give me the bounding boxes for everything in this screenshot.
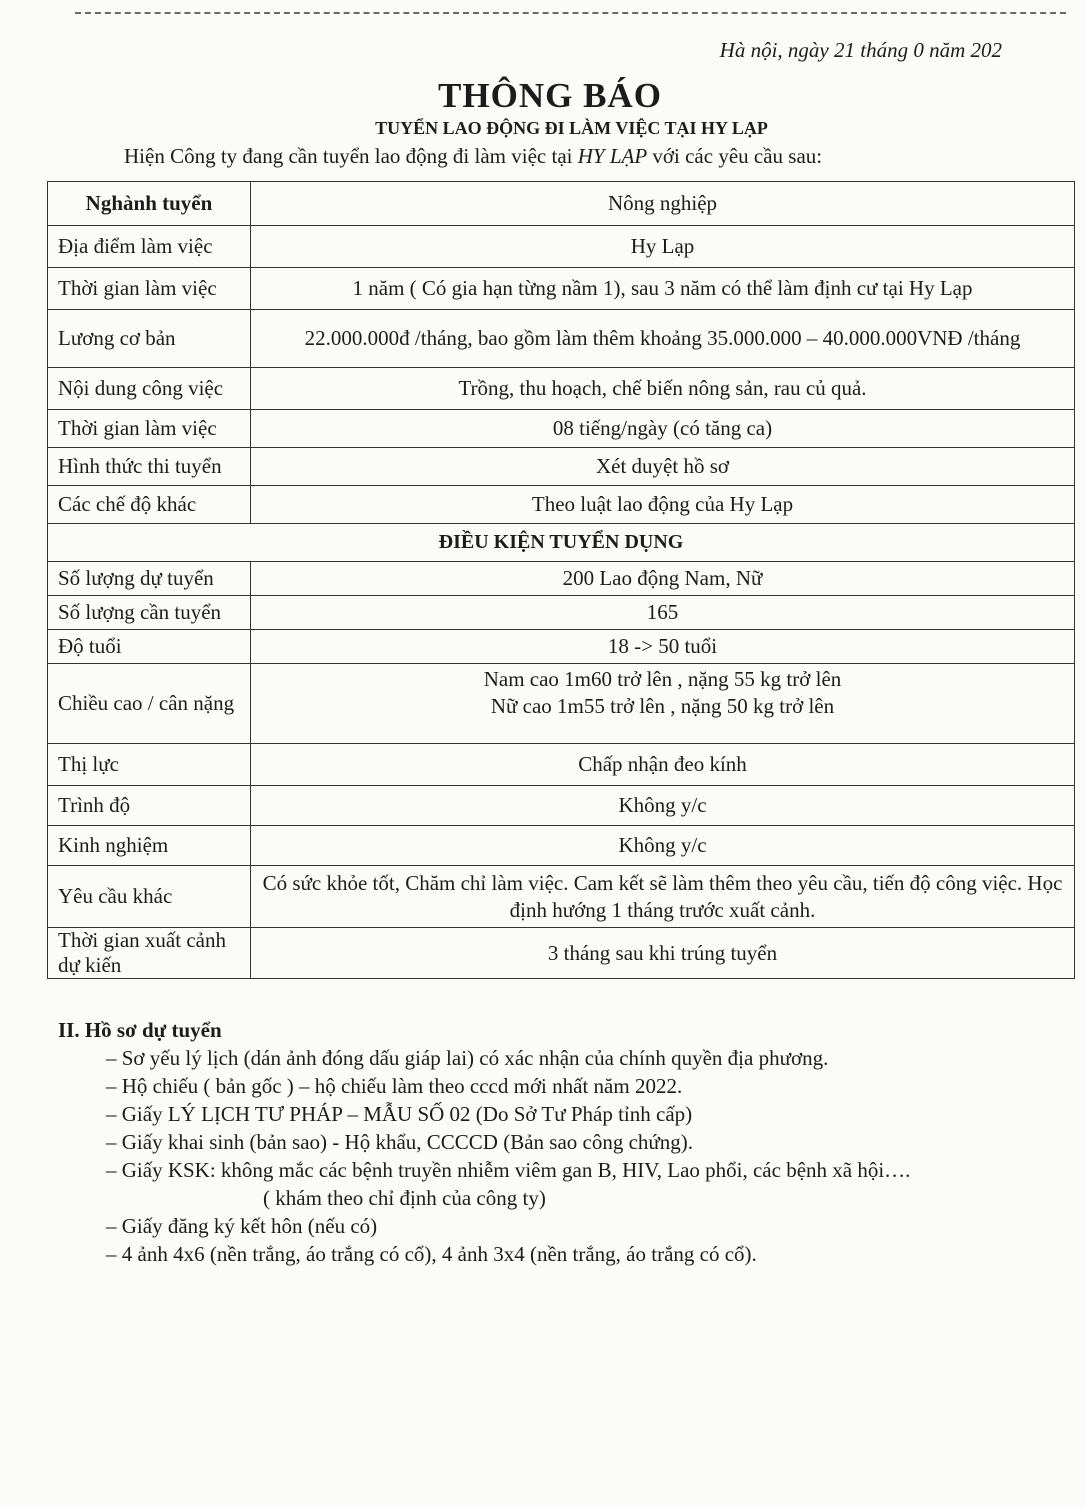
table-row bbox=[48, 744, 1075, 786]
row-label: Lương cơ bản bbox=[48, 310, 251, 368]
row-value: 22.000.000đ /tháng, bao gồm làm thêm khoảng 35.000.000 – 40.000.000VNĐ /tháng bbox=[251, 310, 1075, 368]
row-label: Nội dung công việc bbox=[48, 368, 251, 410]
table-row bbox=[48, 182, 1075, 226]
row-value: Xét duyệt hồ sơ bbox=[251, 448, 1075, 486]
intro-text bbox=[124, 144, 822, 169]
row-label: Thời gian làm việc bbox=[48, 410, 251, 448]
row-value: 200 Lao động Nam, Nữ bbox=[251, 562, 1075, 596]
table-row bbox=[48, 630, 1075, 664]
row-label: Thời gian xuất cảnh dự kiến bbox=[48, 928, 251, 979]
table-row bbox=[48, 562, 1075, 596]
row-value bbox=[251, 664, 1075, 744]
page-subtitle: TUYỂN LAO ĐỘNG ĐI LÀM VIỆC TẠI HY LẠP bbox=[375, 118, 768, 138]
document-item: – Hộ chiếu ( bản gốc ) – hộ chiếu làm theo cccd mới nhất năm 2022. bbox=[106, 1074, 683, 1098]
row-value: 165 bbox=[251, 596, 1075, 630]
row-label: Địa điểm làm việc bbox=[48, 226, 251, 268]
table-row bbox=[48, 928, 1075, 979]
row-label: Số lượng cần tuyển bbox=[48, 596, 251, 630]
row-label: Độ tuổi bbox=[48, 630, 251, 664]
row-label: Hình thức thi tuyển bbox=[48, 448, 251, 486]
table-row bbox=[48, 596, 1075, 630]
documents-section bbox=[58, 1016, 910, 1268]
top-dashed-line bbox=[75, 12, 1066, 14]
table-row bbox=[48, 448, 1075, 486]
table-row bbox=[48, 664, 1075, 744]
table-row bbox=[48, 786, 1075, 826]
document-item: – Giấy LÝ LỊCH TƯ PHÁP – MẪU SỐ 02 (Do Sở Tư Pháp tỉnh cấp) bbox=[106, 1102, 693, 1126]
row-value: Trồng, thu hoạch, chế biến nông sản, rau củ quả. bbox=[251, 368, 1075, 410]
row-value: Không y/c bbox=[251, 786, 1075, 826]
row-label: Các chế độ khác bbox=[48, 486, 251, 524]
row-label: Chiều cao / cân nặng bbox=[48, 664, 251, 744]
row-label: Thời gian làm việc bbox=[48, 268, 251, 310]
document-item: – Giấy đăng ký kết hôn (nếu có) bbox=[106, 1214, 378, 1238]
row-value: 08 tiếng/ngày (có tăng ca) bbox=[251, 410, 1075, 448]
height-weight-female: Nữ cao 1m55 trở lên , nặng 50 kg trở lên bbox=[490, 693, 835, 718]
document-item: – 4 ảnh 4x6 (nền trắng, áo trắng có cổ), 4 ảnh 3x4 (nền trắng, áo trắng có cổ). bbox=[106, 1242, 757, 1266]
row-value: 1 năm ( Có gia hạn từng nầm 1), sau 3 năm có thể làm định cư tại Hy Lạp bbox=[251, 268, 1075, 310]
intro-country: HY LẠP bbox=[577, 144, 648, 168]
row-label: Thị lực bbox=[48, 744, 251, 786]
document-item: – Sơ yếu lý lịch (dán ảnh đóng dấu giáp lai) có xác nhận của chính quyền địa phương. bbox=[106, 1046, 829, 1070]
table-row bbox=[48, 226, 1075, 268]
table-row bbox=[48, 410, 1075, 448]
row-label: Kinh nghiệm bbox=[48, 826, 251, 866]
row-value: Có sức khỏe tốt, Chăm chỉ làm việc. Cam kết sẽ làm thêm theo yêu cầu, tiến độ công việc. Học định hướng 1 tháng trước xuất cảnh. bbox=[251, 866, 1075, 928]
document-item: – Giấy KSK: không mắc các bệnh truyền nhiễm viêm gan B, HIV, Lao phổi, các bệnh xã hội…. bbox=[106, 1158, 911, 1182]
row-value: Không y/c bbox=[251, 826, 1075, 866]
section-row bbox=[48, 524, 1075, 562]
height-weight-male: Nam cao 1m60 trở lên , nặng 55 kg trở lên bbox=[483, 667, 842, 692]
table-row bbox=[48, 268, 1075, 310]
intro-before: Hiện Công ty đang cần tuyển lao động đi làm việc tại bbox=[124, 144, 578, 168]
job-table bbox=[47, 181, 1075, 979]
intro-after: với các yêu cầu sau: bbox=[647, 144, 823, 168]
row-value: Theo luật lao động của Hy Lạp bbox=[251, 486, 1075, 524]
row-value: Hy Lạp bbox=[251, 226, 1075, 268]
table-row bbox=[48, 368, 1075, 410]
row-value: 18 -> 50 tuổi bbox=[251, 630, 1075, 664]
row-label: Trình độ bbox=[48, 786, 251, 826]
table-row bbox=[48, 486, 1075, 524]
table-row bbox=[48, 866, 1075, 928]
document-item-note: ( khám theo chỉ định của công ty) bbox=[263, 1186, 546, 1210]
date-line: Hà nội, ngày 21 tháng 0 năm 202 bbox=[719, 38, 1002, 62]
page-title: THÔNG BÁO bbox=[438, 76, 662, 115]
row-value: Nông nghiệp bbox=[251, 182, 1075, 226]
row-label: Nghành tuyển bbox=[48, 182, 251, 226]
table-row bbox=[48, 310, 1075, 368]
table-row bbox=[48, 826, 1075, 866]
row-label: Yêu cầu khác bbox=[48, 866, 251, 928]
row-value: 3 tháng sau khi trúng tuyển bbox=[251, 928, 1075, 979]
section-title: ĐIỀU KIỆN TUYỂN DỤNG bbox=[48, 524, 1075, 562]
document-item: – Giấy khai sinh (bản sao) - Hộ khẩu, CCCCD (Bản sao công chứng). bbox=[106, 1130, 694, 1154]
row-label: Số lượng dự tuyển bbox=[48, 562, 251, 596]
documents-heading: II. Hồ sơ dự tuyển bbox=[58, 1018, 222, 1042]
row-value: Chấp nhận đeo kính bbox=[251, 744, 1075, 786]
